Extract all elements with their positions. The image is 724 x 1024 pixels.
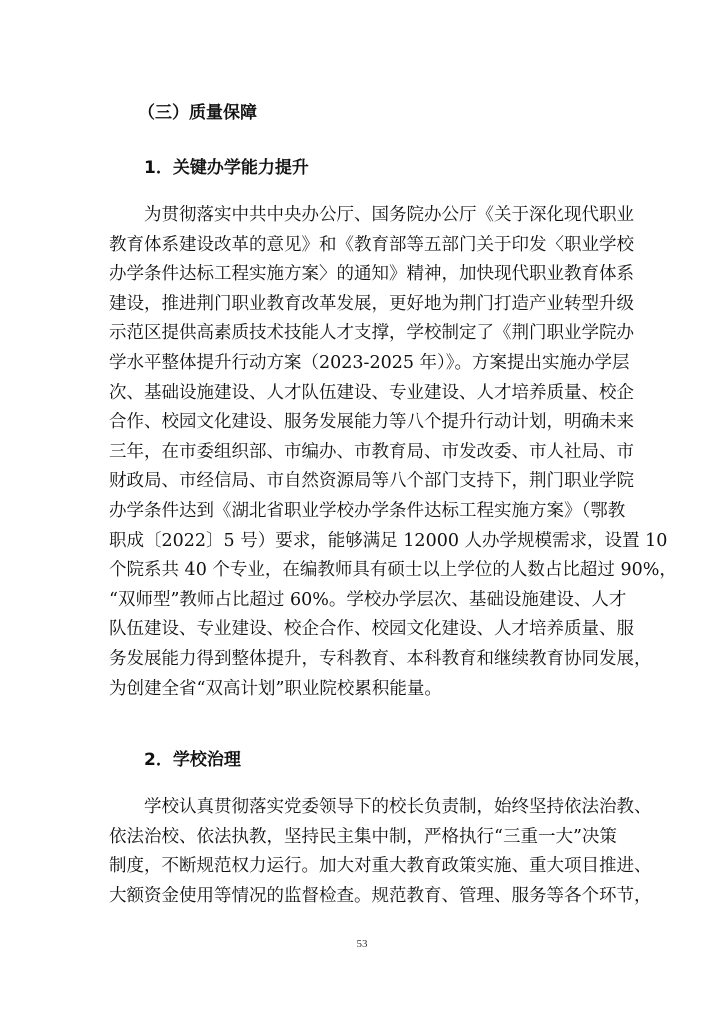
paragraph-line: 职成〔2022〕5 号）要求，能够满足 12000 人办学规模需求，设置 10 (109, 530, 668, 551)
paragraph-line: 次、基础设施建设、人才队伍建设、专业建设、人才培养质量、校企 (109, 382, 634, 403)
paragraph-line: 教育体系建设改革的意见》和《教育部等五部门关于印发〈职业学校 (109, 234, 634, 255)
paragraph-line: 财政局、市经信局、市自然资源局等八个部门支持下，荆门职业学院 (109, 471, 634, 492)
paragraph-line: 为创建全省“双高计划”职业院校累积能量。 (109, 678, 442, 699)
paragraph-line: 三年，在市委组织部、市编办、市教育局、市发改委、市人社局、市 (109, 441, 634, 462)
paragraph-line: 依法治校、依法执教，坚持民主集中制，严格执行“三重一大”决策 (109, 826, 617, 847)
paragraph-line: 办学条件达标工程实施方案〉的通知》精神，加快现代职业教育体系 (109, 264, 634, 285)
paragraph-line: 务发展能力得到整体提升，专科教育、本科教育和继续教育协同发展， (109, 648, 652, 669)
paragraph-line: 队伍建设、专业建设、校企合作、校园文化建设、人才培养质量、服 (109, 619, 634, 640)
subsection-heading-2: 2．学校治理 (144, 750, 241, 770)
paragraph-line: 学校认真贯彻落实党委领导下的校长负责制，始终坚持依法治教、 (144, 797, 652, 817)
paragraph-line: 合作、校园文化建设、服务发展能力等八个提升行动计划，明确未来 (109, 412, 634, 433)
paragraph-line: “双师型”教师占比超过 60%。学校办学层次、基础设施建设、人才 (109, 589, 627, 610)
paragraph-line: 学水平整体提升行动方案（2023-2025 年）》。方案提出实施办学层 (109, 352, 630, 373)
paragraph-line: 制度，不断规范权力运行。加大对重大教育政策实施、重大项目推进、 (109, 856, 652, 877)
paragraph-line: 示范区提供高素质技术技能人才支撑，学校制定了《荆门职业学院办 (109, 323, 634, 344)
paragraph-1 (109, 201, 677, 704)
page-number: 53 (356, 938, 368, 950)
paragraph-line: 为贯彻落实中共中央办公厅、国务院办公厅《关于深化现代职业 (144, 205, 634, 225)
subsection-heading-1: 1．关键办学能力提升 (144, 158, 309, 178)
paragraph-line: 办学条件达到《湖北省职业学校办学条件达标工程实施方案》（鄂教 (109, 500, 626, 521)
paragraph-2 (109, 793, 652, 911)
paragraph-line: 大额资金使用等情况的监督检查。规范教育、管理、服务等各个环节， (109, 885, 652, 906)
paragraph-line: 个院系共 40 个专业，在编教师具有硕士以上学位的人数占比超过 90%， (109, 560, 677, 581)
paragraph-line: 建设，推进荆门职业教育改革发展，更好地为荆门打造产业转型升级 (109, 293, 634, 314)
section-heading: （三）质量保障 (138, 103, 257, 123)
